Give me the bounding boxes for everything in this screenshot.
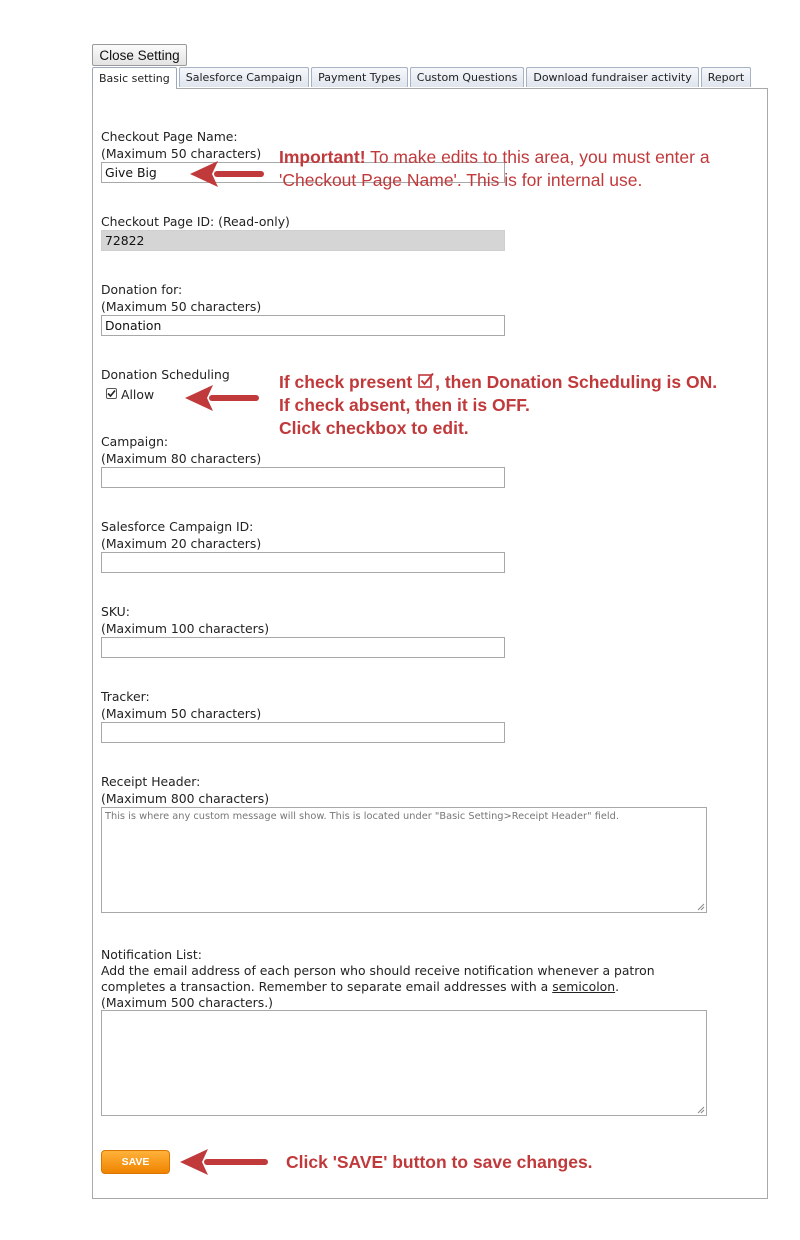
receipt-header-limit: (Maximum 800 characters) [101, 791, 270, 806]
resize-grip-icon[interactable] [697, 903, 705, 911]
important-note-line2: 'Checkout Page Name'. This is for internal use. [279, 170, 643, 190]
notification-desc-line2: completes a transaction. Remember to separate email addresses with a semicolon. [101, 979, 620, 994]
tab-basic-setting[interactable]: Basic setting [92, 67, 177, 89]
checkmark-icon [107, 389, 116, 398]
notification-textarea[interactable] [101, 1010, 707, 1116]
allow-label: Allow [121, 387, 155, 402]
tracker-input[interactable] [101, 722, 505, 743]
scheduling-note-line1: If check present , then Donation Scheduling is ON. [279, 372, 718, 392]
tab-salesforce-campaign[interactable]: Salesforce Campaign [179, 67, 309, 87]
sku-limit: (Maximum 100 characters) [101, 621, 270, 636]
sf-campaign-id-limit: (Maximum 20 characters) [101, 536, 262, 551]
notification-limit: (Maximum 500 characters.) [101, 995, 273, 1010]
checkout-name-limit: (Maximum 50 characters) [101, 146, 262, 161]
notification-desc-line1: Add the email address of each person who should receive notification whenever a patron [101, 963, 655, 978]
tracker-limit: (Maximum 50 characters) [101, 706, 262, 721]
allow-checkbox[interactable] [106, 388, 117, 399]
receipt-header-label: Receipt Header: [101, 774, 201, 789]
resize-grip-icon[interactable] [697, 1106, 705, 1114]
donation-scheduling-label: Donation Scheduling [101, 367, 230, 382]
sku-label: SKU: [101, 604, 130, 619]
checkout-id-field: 72822 [101, 230, 505, 251]
receipt-header-textarea[interactable] [101, 807, 707, 913]
sku-input[interactable] [101, 637, 505, 658]
scheduling-note-line2: If check absent, then it is OFF. [279, 395, 530, 415]
checked-box-icon [417, 372, 435, 390]
arrow-left-icon [178, 1147, 272, 1177]
important-note-line1: Important! To make edits to this area, you must enter a [279, 147, 710, 167]
tab-bar [92, 67, 751, 87]
donation-for-input[interactable]: Donation [101, 315, 505, 336]
checkout-id-label: Checkout Page ID: (Read-only) [101, 214, 290, 229]
tab-report[interactable]: Report [701, 67, 751, 87]
arrow-left-icon [183, 383, 263, 413]
important-note-bold: Important! [279, 147, 366, 167]
scheduling-note-line3: Click checkbox to edit. [279, 418, 469, 438]
tracker-label: Tracker: [101, 689, 150, 704]
campaign-label: Campaign: [101, 434, 169, 449]
tab-payment-types[interactable]: Payment Types [311, 67, 408, 87]
receipt-header-text: This is where any custom message will show. This is located under "Basic Setting>Receipt Header" field. [105, 811, 619, 822]
tab-download-fundraiser-activity[interactable]: Download fundraiser activity [526, 67, 698, 87]
checkout-name-input[interactable]: Give Big [101, 162, 505, 183]
checkout-name-label: Checkout Page Name: [101, 129, 238, 144]
semicolon-link: semicolon [552, 979, 616, 994]
sf-campaign-id-input[interactable] [101, 552, 505, 573]
donation-for-limit: (Maximum 50 characters) [101, 299, 262, 314]
campaign-input[interactable] [101, 467, 505, 488]
donation-for-label: Donation for: [101, 282, 183, 297]
save-button[interactable]: SAVE [101, 1150, 170, 1174]
arrow-left-icon [188, 159, 268, 189]
notification-label: Notification List: [101, 947, 202, 962]
close-setting-button[interactable]: Close Setting [92, 44, 187, 66]
campaign-limit: (Maximum 80 characters) [101, 451, 262, 466]
tab-custom-questions[interactable]: Custom Questions [410, 67, 525, 87]
sf-campaign-id-label: Salesforce Campaign ID: [101, 519, 254, 534]
save-note: Click 'SAVE' button to save changes. [286, 1152, 593, 1172]
